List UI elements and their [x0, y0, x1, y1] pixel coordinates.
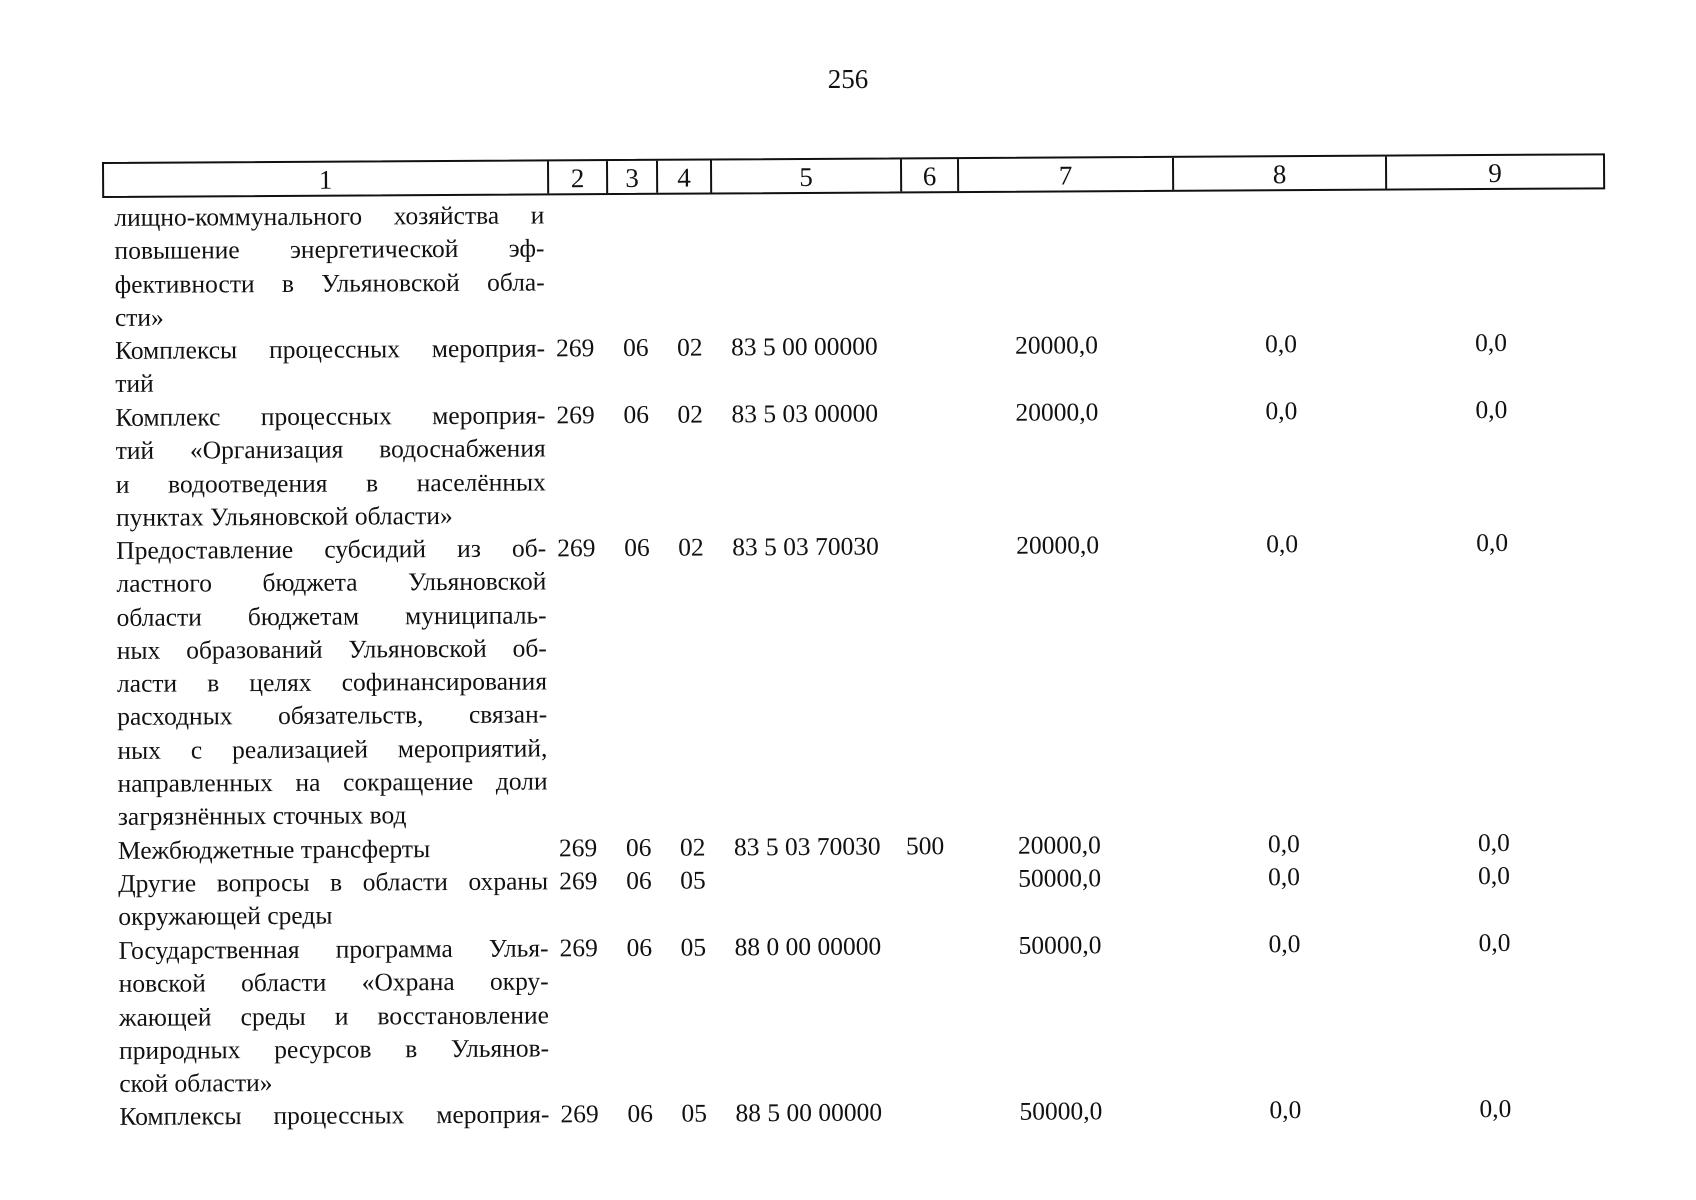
cell-col-9: 0,0 — [1474, 327, 1508, 358]
cell-col-3: 06 — [622, 332, 649, 363]
description-line: ных образований Ульяновской об- — [116, 633, 547, 665]
description-line: тий «Организация водоснабжения — [115, 433, 546, 466]
row-description — [118, 931, 549, 1100]
cell-col-4: 05 — [681, 1098, 708, 1128]
header-cell-7: 7 — [959, 158, 1174, 191]
cell-col-5: 88 5 00 00000 — [735, 1097, 883, 1128]
description-line: ных с реализацией мероприятий, — [117, 733, 548, 765]
cell-col-5: 83 5 03 70030 — [733, 831, 881, 862]
description-line: тий — [115, 369, 154, 399]
description-line: Предоставление субсидий из об- — [116, 533, 547, 565]
row-description — [118, 831, 548, 867]
cell-col-2: 269 — [558, 833, 598, 863]
cell-col-8: 0,0 — [1267, 829, 1300, 859]
cell-col-2: 269 — [556, 400, 595, 430]
cell-col-4: 02 — [679, 832, 706, 862]
row-description — [116, 531, 548, 833]
cell-col-7: 20000,0 — [1016, 530, 1100, 560]
row-description — [119, 1097, 549, 1133]
cell-col-7: 20000,0 — [1015, 397, 1099, 427]
cell-col-7: 20000,0 — [1014, 330, 1099, 360]
description-line: лищно-коммунального хозяйства и — [114, 200, 545, 232]
cell-col-9: 0,0 — [1478, 860, 1511, 891]
cell-col-2: 269 — [560, 1099, 599, 1129]
description-line: фективности в Ульяновской обла- — [114, 267, 545, 299]
row-description — [115, 398, 546, 534]
cell-col-7: 50000,0 — [1018, 863, 1102, 893]
cell-col-4: 05 — [680, 932, 707, 962]
cell-col-3: 06 — [625, 832, 652, 862]
header-cell-3: 3 — [608, 161, 658, 193]
description-line: окружающей среды — [118, 900, 333, 932]
cell-col-8: 0,0 — [1268, 862, 1301, 892]
cell-col-4: 02 — [677, 399, 704, 429]
cell-col-5: 83 5 00 00000 — [730, 331, 878, 362]
cell-col-4: 02 — [676, 332, 703, 362]
description-line: Комплексы процессных мероприя- — [119, 1099, 550, 1131]
cell-col-2: 269 — [555, 333, 595, 363]
cell-col-8: 0,0 — [1264, 329, 1298, 359]
description-line: Другие вопросы в области охраны — [118, 866, 549, 898]
cell-col-7: 50000,0 — [1019, 1096, 1103, 1126]
description-line: сти» — [114, 302, 164, 332]
cell-col-8: 0,0 — [1266, 529, 1299, 559]
description-line: ласти в целях софинансирования — [116, 666, 548, 699]
description-line: Комплексы процессных мероприя- — [115, 333, 546, 365]
cell-col-9: 0,0 — [1479, 1093, 1512, 1124]
cell-col-8: 0,0 — [1269, 1095, 1302, 1125]
cell-col-7: 50000,0 — [1018, 930, 1102, 960]
cell-col-7: 20000,0 — [1017, 830, 1101, 860]
header-cell-9: 9 — [1488, 157, 1502, 189]
description-line: Межбюджетные трансферты — [117, 834, 431, 865]
cell-col-9: 0,0 — [1477, 827, 1510, 858]
header-cell-8: 8 — [1174, 157, 1387, 190]
header-cell-1: 1 — [104, 161, 549, 196]
description-line: области бюджетам муниципаль- — [116, 600, 547, 632]
description-line: повышение энергетической эф- — [114, 233, 545, 266]
cell-col-2: 269 — [559, 933, 598, 963]
cell-col-9: 0,0 — [1475, 394, 1508, 425]
cell-col-8: 0,0 — [1268, 929, 1301, 959]
row-description — [114, 198, 545, 334]
description-line: природных ресурсов в Ульянов- — [119, 1033, 550, 1065]
table-header-row — [102, 153, 1605, 198]
cell-col-2: 269 — [557, 533, 596, 563]
header-cell-2: 2 — [549, 161, 608, 193]
cell-col-6: 500 — [905, 831, 945, 861]
cell-col-3: 06 — [626, 932, 653, 962]
description-line: новской области «Охрана окру- — [118, 966, 549, 999]
cell-col-3: 06 — [627, 1098, 654, 1128]
description-line: пунктах Ульяновской области» — [115, 500, 453, 532]
description-line: направленных на сокращение доли — [117, 766, 548, 798]
row-description — [115, 331, 545, 400]
header-cell-4: 4 — [658, 160, 712, 192]
description-line: расходных обязательств, связан- — [117, 699, 548, 732]
cell-col-9: 0,0 — [1478, 927, 1511, 958]
cell-col-4: 02 — [678, 532, 704, 562]
cell-col-8: 0,0 — [1265, 396, 1298, 426]
cell-col-5: 88 0 00 00000 — [734, 931, 882, 962]
header-cell-5: 5 — [712, 159, 902, 192]
header-cell-6: 6 — [902, 159, 959, 191]
description-line: Комплекс процессных мероприя- — [115, 400, 546, 432]
description-line: и водоотведения в населённых — [115, 467, 546, 499]
description-line: ластного бюджета Ульяновской — [116, 566, 547, 599]
cell-col-5: 83 5 03 70030 — [732, 531, 879, 562]
cell-col-5: 83 5 03 00000 — [731, 398, 879, 429]
cell-col-3: 06 — [626, 865, 652, 895]
cell-col-3: 06 — [624, 532, 650, 562]
description-line: Государственная программа Улья- — [118, 933, 549, 965]
cell-col-3: 06 — [623, 399, 650, 430]
description-line: загрязнённых сточных вод — [117, 800, 407, 832]
row-description — [118, 864, 548, 933]
cell-col-9: 0,0 — [1476, 527, 1509, 558]
page-number: 256 — [827, 64, 869, 94]
cell-col-2: 269 — [559, 866, 598, 896]
budget-table — [102, 153, 1605, 1131]
description-line: жающей среды и восстановление — [118, 1000, 550, 1032]
description-line: ской области» — [119, 1068, 273, 1099]
cell-col-4: 05 — [680, 865, 706, 895]
